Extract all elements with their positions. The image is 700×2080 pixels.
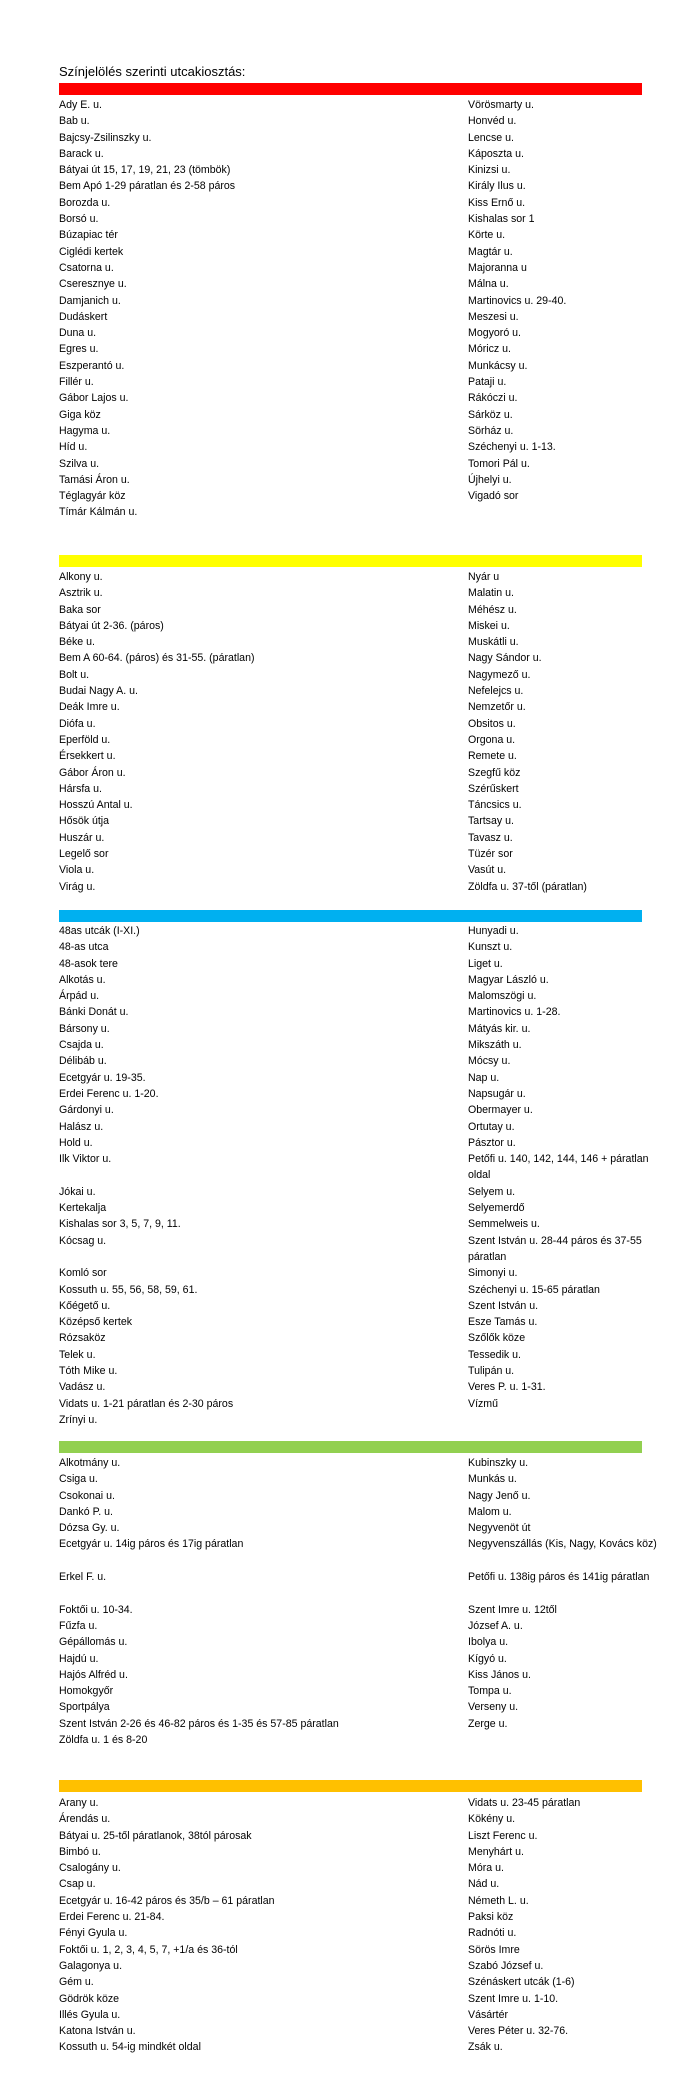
street-name: Hold u. [59,1136,93,1149]
street-name: Rózsaköz [59,1332,106,1345]
street-name: Délibáb u. [59,1055,107,1068]
street-name: Vízmű [468,1397,499,1410]
street-name: Vadász u. [59,1381,106,1394]
green-left-column [59,1455,459,1748]
street-name: Fényi Gyula u. [59,1927,128,1940]
street-name: Deák Imre u. [59,701,120,714]
street-name: Alkony u. [59,571,103,583]
street-name: Szent István u. [468,1299,539,1312]
street-name: Budai Nagy A. u. [59,685,138,698]
street-name: Sportpálya [59,1701,110,1714]
street-name: Veres Péter u. 32-76. [468,2025,569,2038]
street-name: Tompa u. [468,1685,512,1698]
street-name: Szilva u. [59,457,100,470]
street-name: Napsugár u. [468,1087,526,1100]
red-section-bar [59,83,642,95]
street-name: Bolt u. [59,668,90,681]
street-name: Baka sor [59,603,101,616]
street-name: Szénáskert utcák (1-6) [468,1976,575,1989]
street-name: Kőégető u. [59,1299,111,1312]
street-name: Sörös Imre [468,1943,520,1956]
street-name: Tartsay u. [468,815,514,828]
blue-left-column [59,923,459,1428]
street-name: Bátyai u. 25-től páratlanok, 38tól párosak [59,1829,252,1842]
street-name: Petőfi u. 138ig páros és 141ig páratlan [468,1571,650,1584]
street-name: Béke u. [59,636,95,649]
street-name: Nefelejcs u. [468,685,524,698]
street-name: Körte u. [468,229,506,242]
street-name: Szent István 2-26 és 46-82 páros és 1-35 és 57-85 páratlan [59,1717,339,1730]
street-name: Tulipán u. [468,1365,515,1378]
street-name: Gábor Áron u. [59,766,126,779]
street-name: Vidats u. 23-45 páratlan [468,1797,581,1809]
street-name: Hajós Alfréd u. [59,1668,128,1681]
street-name: Negyvenszállás (Kis, Nagy, Kovács köz) [468,1538,657,1551]
street-name: Árendás u. [59,1813,111,1826]
street-name: Nagymező u. [468,668,531,681]
street-name: Fűzfa u. [59,1619,98,1632]
street-name: Erdei Ferenc u. 21-84. [59,1911,165,1924]
street-name: Veres P. u. 1-31. [468,1381,546,1394]
street-name: Lencse u. [468,131,514,144]
street-name: Szent István u. 28-44 páros és 37-55 páratlan [468,1234,642,1263]
street-name: Martinovics u. 29-40. [468,294,567,307]
street-name: Miskei u. [468,619,510,632]
street-name [59,1553,459,1569]
street-name: Petőfi u. 140, 142, 144, 146 + páratlan oldal [468,1153,649,1182]
street-name: Halász u. [59,1120,104,1133]
blue-right-column [468,923,658,1412]
street-name: Homokgyőr [59,1685,114,1698]
street-name: Menyhárt u. [468,1845,524,1858]
street-name: Ady E. u. [59,99,102,111]
red-right-column [468,97,658,504]
street-name: Nemzetőr u. [468,701,526,714]
street-name: Fokt​ői u. 10-34. [59,1603,133,1616]
street-name: Arany u. [59,1797,99,1809]
street-name: Duna u. [59,327,97,340]
street-name: Zerge u. [468,1717,508,1730]
street-name: Orgona u. [468,733,516,746]
street-name: Vigadó sor [468,490,519,503]
street-name: Tüzér sor [468,848,513,861]
street-name: Hajdú u. [59,1652,99,1665]
street-name: Munkácsy u. [468,359,528,372]
green-right-column [468,1455,658,1732]
street-name: Káposzta u. [468,147,524,160]
street-name: Kertekalja [59,1202,107,1215]
street-name: Mócsy u. [468,1055,511,1068]
yellow-left-column [59,569,459,895]
street-name: Telek u. [59,1348,96,1361]
street-name: Remete u. [468,750,517,763]
street-name: Bimbó u. [59,1845,101,1858]
street-name: 48-asok tere [59,957,118,970]
street-name: Kubinszky u. [468,1457,529,1469]
street-name: Bátyai út 2-36. (páros) [59,619,164,632]
street-name: Nagy Jenő u. [468,1489,531,1502]
street-name: Eszperantó u. [59,359,125,372]
yellow-section-bar [59,555,642,567]
street-name: Bajcsy-Zsilinszky u. [59,131,152,144]
yellow-right-column [468,569,658,895]
street-name: Szabó József u. [468,1959,544,1972]
street-name: Kossuth u. 54-ig mindkét oldal [59,2041,201,2054]
street-name: Bársony u. [59,1022,110,1035]
street-name: Katona István u. [59,2025,136,2038]
street-name: Tamási Áron u. [59,473,130,486]
street-name: Kunszt u. [468,941,513,954]
street-name: József A. u. [468,1619,523,1632]
street-name: Alkotás u. [59,973,106,986]
street-name: Mikszáth u. [468,1039,522,1052]
street-name: Bab u. [59,115,90,128]
street-name: Zöldfa u. 1 és 8-20 [59,1734,148,1747]
street-name: Ecetgyár u. 16-42 páros és 35/b – 61 páratlan [59,1894,275,1907]
street-name: Kökény u. [468,1813,516,1826]
street-name: Asztrik u. [59,587,103,600]
street-name: Gárdonyi u. [59,1104,114,1117]
street-name: Bem Apó 1-29 páratlan és 2-58 páros [59,180,236,193]
street-name: Árpád u. [59,990,100,1003]
street-name: Téglagyár köz [59,490,126,503]
street-name: Martinovics u. 1-28. [468,1006,561,1019]
street-name: Szent Imre u. 12től [468,1603,557,1616]
street-name: Vásártér [468,2008,509,2021]
street-name: Esze Tamás u. [468,1316,538,1329]
street-name: Selyemerdő [468,1202,525,1215]
page-title: Színjelölés szerinti utcakiosztás: [59,64,246,79]
street-name: Pásztor u. [468,1136,516,1149]
street-name: Ortutay u. [468,1120,515,1133]
street-name: Tóth Mike u. [59,1365,118,1378]
street-name: Híd u. [59,441,88,454]
street-name: Komló sor [59,1267,107,1280]
street-name: Rákóczi u. [468,392,518,405]
street-name: Cseresznye u. [59,278,127,291]
street-name: Vidats u. 1-21 páratlan és 2-30 páros [59,1397,234,1410]
street-name: Verseny u. [468,1701,519,1714]
street-name: Magyar László u. [468,973,549,986]
street-name: Hősök útja [59,815,110,828]
street-name: Csalogány u. [59,1862,121,1875]
street-name: Hunyadi u. [468,925,519,937]
street-name: Negyvenöt út [468,1522,531,1535]
street-name: Tavasz u. [468,831,513,844]
street-name: Alkotmány u. [59,1457,121,1469]
street-name: Búzapiac tér [59,229,118,242]
street-name: Meszesi u. [468,310,519,323]
street-name: Nád u. [468,1878,500,1891]
street-name: Legelő sor [59,848,109,861]
street-name: Tímár Kálmán u. [59,506,138,519]
street-name: Foktői u. 1, 2, 3, 4, 5, 7, +1/a és 36-tól [59,1943,238,1956]
red-left-column [59,97,459,521]
street-name: Nagy Sándor u. [468,652,542,665]
street-name: Szőlők köze [468,1332,526,1345]
street-name: Kinizsi u. [468,164,511,177]
street-name: Kígyó u. [468,1652,507,1665]
street-name: Méhész u. [468,603,517,616]
street-name: Zöldfa u. 37-től (páratlan) [468,880,587,893]
street-name: Liget u. [468,957,503,970]
street-name: 48-as utca [59,941,109,954]
street-name: Giga köz [59,408,101,421]
street-name: Jókai u. [59,1185,96,1198]
street-name: Mogyoró u. [468,327,521,340]
street-name: Bátyai út 15, 17, 19, 21, 23 (tömbök) [59,164,231,177]
street-name: Széchenyi u. 15-65 páratlan [468,1283,600,1296]
street-name: Hársfa u. [59,782,102,795]
street-name: Barack u. [59,147,104,160]
street-name [59,1585,459,1601]
orange-right-column [468,1795,658,2056]
street-name: Eperföld u. [59,733,111,746]
street-name: Széchenyi u. 1-13. [468,441,556,454]
orange-section-bar [59,1780,642,1792]
street-name: Ecetgyár u. 19-35. [59,1071,146,1084]
blue-section-bar [59,910,642,922]
street-name: Dudáskert [59,310,108,323]
street-name: Damjanich u. [59,294,121,307]
street-name: Malatin u. [468,587,514,600]
street-name: Magtár u. [468,245,513,258]
street-name: Bem A 60-64. (páros) és 31-55. (páratlan) [59,652,255,665]
street-name: Kishalas sor 1 [468,213,535,226]
green-section-bar [59,1441,642,1453]
street-name: Nap u. [468,1071,500,1084]
street-name: Egres u. [59,343,99,356]
street-name: Ibolya u. [468,1636,509,1649]
street-name: Dózsa Gy. u. [59,1522,120,1535]
street-name: Pataji u. [468,376,507,389]
street-name: Obermayer u. [468,1104,533,1117]
street-name: Szent Imre u. 1-10. [468,1992,559,2005]
street-name: Sárköz u. [468,408,513,421]
street-name: Újhelyi u. [468,473,512,486]
street-name: Középső kertek [59,1316,133,1329]
street-name: Huszár u. [59,831,105,844]
street-name: Honvéd u. [468,115,517,128]
street-name: Hosszú Antal u. [59,799,133,812]
street-name: Zsák u. [468,2041,503,2054]
street-name: Szegfű köz [468,766,521,779]
street-name: Tomori Pál u. [468,457,530,470]
street-name: Móricz u. [468,343,511,356]
street-name: Csap u. [59,1878,96,1891]
street-name [59,1167,459,1183]
street-name: Érsekkert u. [59,750,116,763]
street-name: Zrínyi u. [59,1413,98,1426]
orange-left-column [59,1795,459,2056]
street-name: Király Ilus u. [468,180,526,193]
street-name: Majoranna u [468,261,527,274]
street-name: Liszt Ferenc u. [468,1829,538,1842]
street-name: Kiss Ernő u. [468,196,526,209]
street-name: Csatorna u. [59,261,114,274]
street-name: Kiss János u. [468,1668,532,1681]
street-name: Paksi köz [468,1911,514,1924]
street-name: Bánki Donát u. [59,1006,129,1019]
street-name: Németh L. u. [468,1894,529,1907]
street-name: Csokonai u. [59,1489,115,1502]
street-name: Virág u. [59,880,96,893]
street-name: Gödrök köze [59,1992,120,2005]
street-name: Radnóti u. [468,1927,517,1940]
street-name: Munkás u. [468,1473,517,1486]
street-name: Kossuth u. 55, 56, 58, 59, 61. [59,1283,198,1296]
street-name: 48as utcák (I-XI.) [59,925,140,937]
street-name: Gépállomás u. [59,1636,128,1649]
street-name: Galagonya u. [59,1959,123,1972]
street-name: Gábor Lajos u. [59,392,129,405]
street-name: Gém u. [59,1976,94,1989]
street-name: Táncsics u. [468,799,522,812]
street-name: Csajda u. [59,1039,104,1052]
street-name: Nyár u [468,571,500,583]
street-name: Vasút u. [468,864,507,877]
street-name: Ciglédi kertek [59,245,124,258]
street-name: Muskátli u. [468,636,519,649]
street-name: Fillér u. [59,376,94,389]
street-name: Csiga u. [59,1473,98,1486]
street-name: Móra u. [468,1862,504,1875]
street-name [59,1249,459,1265]
street-name: Ilk Viktor u. [59,1153,112,1166]
street-name: Sörház u. [468,424,514,437]
street-name: Tessedik u. [468,1348,521,1361]
street-name: Semmelweis u. [468,1218,540,1231]
street-name: Diófa u. [59,717,96,730]
street-name: Ecetgyár u. 14ig páros és 17ig páratlan [59,1538,244,1551]
street-name: Erkel F. u. [59,1571,107,1584]
street-name: Kócsag u. [59,1234,107,1247]
street-name: Simonyi u. [468,1267,518,1280]
street-name: Illés Gyula u. [59,2008,121,2021]
street-name: Málna u. [468,278,509,291]
street-name: Hagyma u. [59,424,111,437]
street-name: Erdei Ferenc u. 1-20. [59,1087,159,1100]
street-name: Borsó u. [59,213,99,226]
street-name: Mátyás kir. u. [468,1022,531,1035]
street-name: Szérűskert [468,782,519,795]
street-name: Vörösmarty u. [468,99,534,111]
street-name: Selyem u. [468,1185,516,1198]
street-name: Kishalas sor 3, 5, 7, 9, 11. [59,1218,181,1231]
street-name: Malomszögi u. [468,990,537,1003]
street-name: Obsitos u. [468,717,516,730]
street-name: Malom u. [468,1505,512,1518]
street-name: Borozda u. [59,196,111,209]
street-name: Dankó P. u. [59,1505,113,1518]
street-name: Viola u. [59,864,95,877]
